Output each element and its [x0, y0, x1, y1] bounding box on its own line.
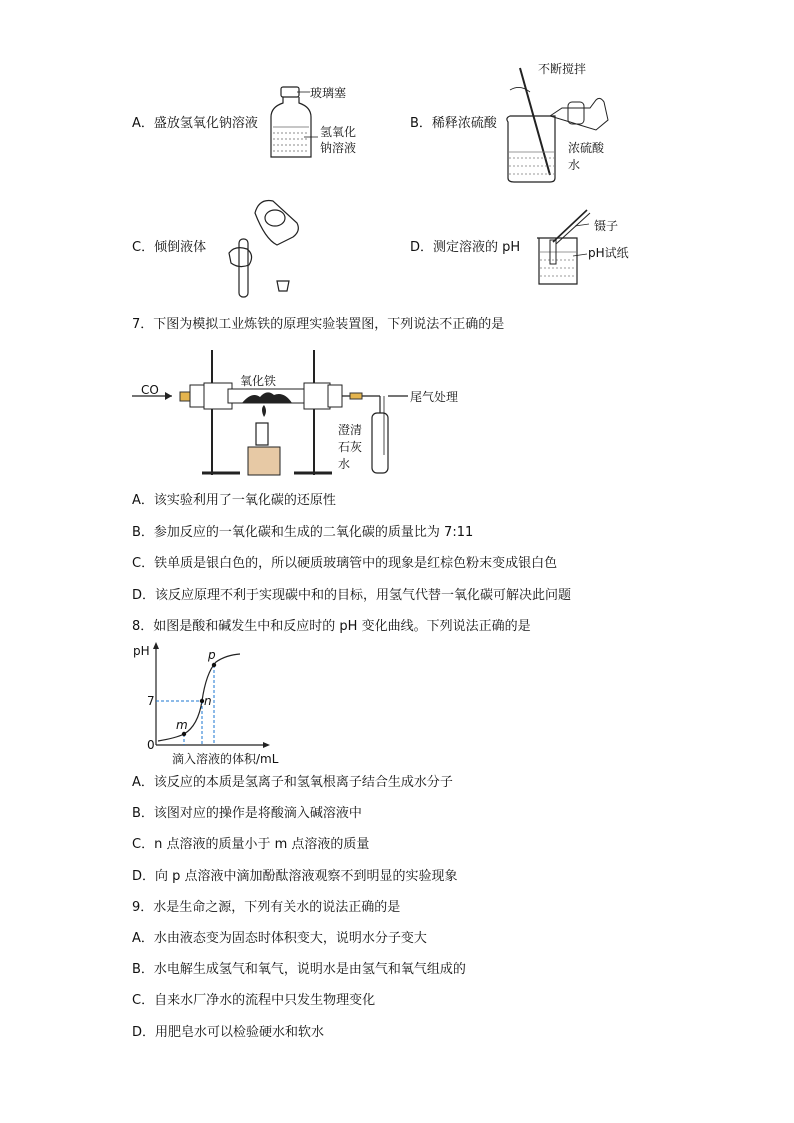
q9-stem: 9．水是生命之源，下列有关水的说法正确的是	[132, 900, 401, 915]
reagent-bottle-figure	[268, 85, 316, 160]
label-tail-gas: 尾气处理	[410, 390, 459, 404]
q8-option-b[interactable]: B．该图对应的操作是将酸滴入碱溶液中	[132, 806, 362, 821]
q7-option-d[interactable]: D．该反应原理不利于实现碳中和的目标，用氢气代替一氧化碳可解决此问题	[132, 588, 572, 603]
label-limewater-3: 水	[338, 457, 351, 471]
label-naoh-2: 钠溶液	[320, 141, 357, 155]
dilute-acid-figure	[500, 60, 610, 185]
q8-option-c[interactable]: C．n 点溶液的质量小于 m 点溶液的质量	[132, 837, 370, 852]
graph-point-n: n	[204, 694, 212, 708]
label-water-b: 水	[568, 158, 581, 172]
label-iron-oxide: 氧化铁	[240, 374, 277, 388]
q7-stem: 7．下图为模拟工业炼铁的原理实验装置图，下列说法不正确的是	[132, 317, 505, 332]
q7-option-a[interactable]: A．该实验利用了一氧化碳的还原性	[132, 493, 336, 508]
q9-option-a[interactable]: A．水由液态变为固态时体积变大，说明水分子变大	[132, 931, 427, 946]
q6-option-a[interactable]: A．盛放氢氧化钠溶液	[132, 116, 258, 131]
label-ph-paper: pH试纸	[588, 246, 629, 260]
q8-option-d[interactable]: D．向 p 点溶液中滴加酚酞溶液观察不到明显的实验现象	[132, 869, 458, 884]
q7-option-c[interactable]: C．铁单质是银白色的，所以硬质玻璃管中的现象是红棕色粉末变成银白色	[132, 556, 558, 571]
label-co: CO	[141, 383, 159, 397]
q9-option-b[interactable]: B．水电解生成氢气和氧气，说明水是由氢气和氧气组成的	[132, 962, 466, 977]
graph-origin: 0	[147, 738, 155, 752]
label-tweezers: 镊子	[594, 219, 619, 233]
label-limewater-1: 澄清	[338, 423, 363, 437]
graph-point-p: p	[208, 648, 216, 662]
label-limewater-2: 石灰	[338, 440, 363, 454]
graph-y-tick-7: 7	[147, 694, 155, 708]
q8-stem: 8．如图是酸和碱发生中和反应时的 pH 变化曲线。下列说法正确的是	[132, 619, 531, 634]
q9-option-d[interactable]: D．用肥皂水可以检验硬水和软水	[132, 1025, 325, 1040]
graph-y-label: pH	[133, 644, 150, 658]
q6-option-c[interactable]: C．倾倒液体	[132, 240, 207, 255]
q6-option-d[interactable]: D．测定溶液的 pH	[410, 240, 521, 255]
q6-option-b[interactable]: B．稀释浓硫酸	[410, 116, 497, 131]
q7-option-b[interactable]: B．参加反应的一氧化碳和生成的二氧化碳的质量比为 7:11	[132, 525, 474, 540]
label-naoh-1: 氢氧化	[320, 125, 357, 139]
label-conc-acid: 浓硫酸	[568, 141, 605, 155]
graph-x-label: 滴入溶液的体积/mL	[172, 752, 279, 766]
q9-option-c[interactable]: C．自来水厂净水的流程中只发生物理变化	[132, 993, 376, 1008]
graph-point-m: m	[176, 718, 188, 732]
q8-option-a[interactable]: A．该反应的本质是氢离子和氢氧根离子结合生成水分子	[132, 775, 453, 790]
label-keep-stirring: 不断搅拌	[538, 62, 587, 76]
ph-test-figure	[535, 208, 595, 288]
iron-smelting-apparatus	[132, 345, 472, 480]
pour-liquid-figure	[225, 193, 305, 303]
label-glass-stopper: 玻璃塞	[310, 86, 347, 100]
